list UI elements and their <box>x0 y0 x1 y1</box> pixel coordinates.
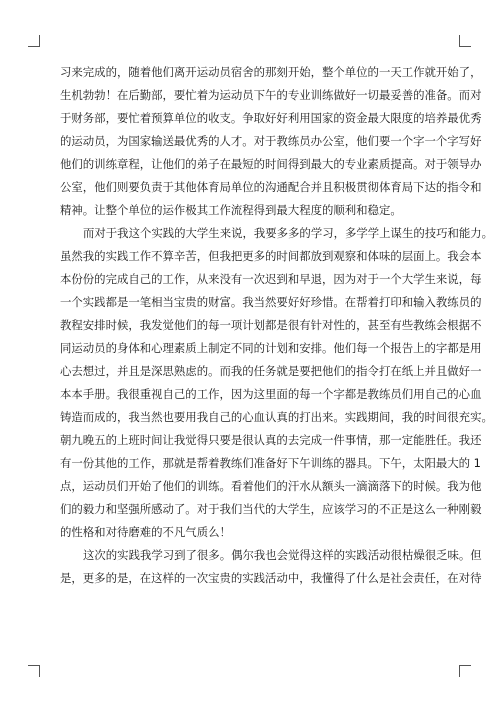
crop-mark-bottom-left <box>28 665 40 677</box>
text-line: 有一份其他的工作，那就是帮着教练们准备好下午训练的器具。下午，太阳最大的 1 <box>60 456 481 470</box>
text-line: 同运动员的身体和心理素质上制定不同的计划和安排。他们每一个报告上的字都是用 <box>60 341 482 355</box>
text-line: 本本手册。我很重视自己的工作，因为这里面的每一个字都是教练员们用自己的心血 <box>60 387 482 401</box>
paragraph-first-line: 而对于我这个实践的大学生来说，我要多多的学习，多学学上谋生的技巧和能力。 <box>83 226 494 240</box>
text-line: 教程安排时候，我发觉他们的每一项计划都是很有针对性的，甚至有些教练会根据不 <box>60 318 482 332</box>
text-line: 的运动员，为国家输送最优秀的人才。对于教练员办公室，他们要一个字一个字写好 <box>60 134 482 148</box>
crop-mark-top-left <box>28 35 40 47</box>
paragraph-first-line: 这次的实践我学习到了很多。偶尔我也会觉得这样的实践活动很枯燥很乏味。但 <box>83 548 482 562</box>
text-line: 的性格和对待磨难的不凡气质么！ <box>60 525 231 539</box>
body-text <box>60 61 494 590</box>
text-line: 于财务部，要忙着预算单位的收支。争取好好利用国家的资金最大限度的培养最优秀 <box>60 111 482 125</box>
text-line: 朝九晚五的上班时间让我觉得只要是很认真的去完成一件事情，那一定能胜任。我还 <box>60 433 482 447</box>
text-line: 本份份的完成自己的工作，从来没有一次迟到和早退，因为对于一个大学生来说，每 <box>60 272 482 286</box>
text-line: 虽然我的实践工作不算辛苦，但我把更多的时间都放到观察和体味的层面上。我会本 <box>60 249 482 263</box>
text-line: 是，更多的是，在这样的一次宝贵的实践活动中，我懂得了什么是社会责任，在对待 <box>60 571 482 585</box>
text-line: 们的毅力和坚强所感动了。对于我们当代的大学生，应该学习的不正是这么一种刚毅 <box>60 502 482 516</box>
text-line: 心去想过，并且是深思熟虑的。而我的任务就是要把他们的指令打在纸上并且做好一 <box>60 364 482 378</box>
text-line: 精神。让整个单位的运作极其工作流程得到最大程度的顺利和稳定。 <box>60 203 402 217</box>
crop-mark-top-right <box>459 35 471 47</box>
text-line: 点，运动员们开始了他们的训练。看着他们的汗水从额头一滴滴落下的时候。我为他 <box>60 479 482 493</box>
text-line: 生机勃勃！在后勤部，要忙着为运动员下午的专业训练做好一切最妥善的准备。而对 <box>60 88 482 102</box>
crop-mark-bottom-right <box>459 665 471 677</box>
text-line: 一个实践都是一笔相当宝贵的财富。我当然要好好珍惜。在帮着打印和输入教练员的 <box>60 295 482 309</box>
text-line: 习来完成的，随着他们离开运动员宿舍的那刻开始，整个单位的一天工作就开始了， <box>60 65 482 79</box>
text-line: 公室，他们则要负责于其他体育局单位的沟通配合并且积极贯彻体育局下达的指令和 <box>60 180 482 194</box>
text-line: 铸造而成的，我当然也要用我自己的心血认真的打出来。实践期间，我的时间很充实。 <box>60 410 493 424</box>
text-line: 他们的训练章程，让他们的弟子在最短的时间得到最大的专业素质提高。对于领导办 <box>60 157 482 171</box>
